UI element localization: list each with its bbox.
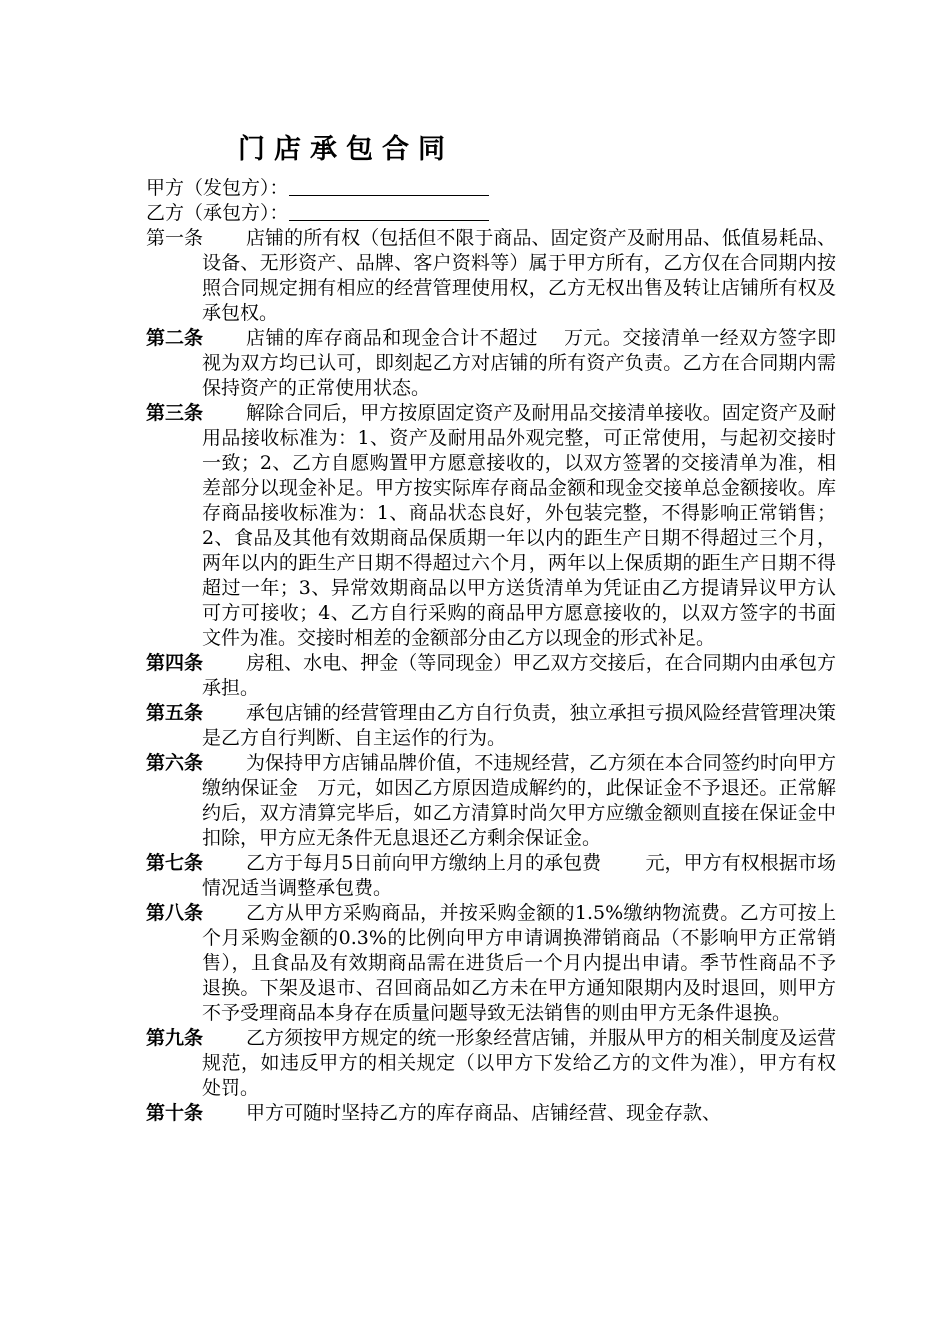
article-number: 第六条 — [146, 752, 204, 774]
article-number: 第八条 — [146, 902, 204, 924]
article-3 — [146, 401, 836, 651]
party-a-line — [146, 176, 489, 200]
article-number: 第一条 — [146, 227, 204, 249]
article-8 — [146, 901, 836, 1026]
articles-list — [146, 226, 836, 1126]
article-number: 第九条 — [146, 1027, 204, 1049]
contract-title: 门店承包合同 — [238, 134, 454, 165]
party-b-line — [146, 201, 489, 225]
article-number: 第十条 — [146, 1102, 204, 1124]
article-number: 第五条 — [146, 702, 204, 724]
article-text: 承包店铺的经营管理由乙方自行负责，独立承担亏损风险经营管理决策是乙方自行判断、自主运作的行为。 — [202, 702, 836, 749]
article-text: 店铺的所有权（包括但不限于商品、固定资产及耐用品、低值易耗品、设备、无形资产、品牌、客户资料等）属于甲方所有，乙方仅在合同期内按照合同规定拥有相应的经营管理使用权，乙方无权出售及转让店铺所有权及承包权。 — [202, 227, 836, 324]
article-1 — [146, 226, 836, 326]
article-6 — [146, 751, 836, 851]
article-text: 乙方于每月5日前向甲方缴纳上月的承包费 元，甲方有权根据市场情况适当调整承包费。 — [202, 852, 836, 899]
article-text: 乙方从甲方采购商品，并按采购金额的1.5%缴纳物流费。乙方可按上个月采购金额的0.3%的比例向甲方申请调换滞销商品（不影响甲方正常销售），且食品及有效期商品需在进货后一个月内提出申请。季节性商品不予退换。下架及退市、召回商品如乙方未在甲方通知限期内及时退回，则甲方不予受理商品本身存在质量问题导致无法销售的则由甲方无条件退换。 — [202, 902, 836, 1024]
article-text: 解除合同后，甲方按原固定资产及耐用品交接清单接收。固定资产及耐用品接收标准为：1、资产及耐用品外观完整，可正常使用，与起初交接时一致；2、乙方自愿购置甲方愿意接收的，以双方签署的交接清单为准，相差部分以现金补足。甲方按实际库存商品金额和现金交接单总金额接收。库存商品接收标准为：1、商品状态良好，外包装完整，不得影响正常销售；2、食品及其他有效期商品保质期一年以内的距生产日期不得超过三个月，两年以内的距生产日期不得超过六个月，两年以上保质期的距生产日期不得超过一年；3、异常效期商品以甲方送货清单为凭证由乙方提请异议甲方认可方可接收；4、乙方自行采购的商品甲方愿意接收的，以双方签字的书面文件为准。交接时相差的金额部分由乙方以现金的形式补足。 — [202, 402, 836, 649]
party-b-label: 乙方（承包方）： — [146, 202, 289, 224]
article-text: 房租、水电、押金（等同现金）甲乙双方交接后，在合同期内由承包方承担。 — [202, 652, 836, 699]
article-5 — [146, 701, 836, 751]
article-number: 第二条 — [146, 327, 204, 349]
article-4 — [146, 651, 836, 701]
article-text: 为保持甲方店铺品牌价值，不违规经营，乙方须在本合同签约时向甲方缴纳保证金 万元，如因乙方原因造成解约的，此保证金不予退还。正常解约后，双方清算完毕后，如乙方清算时尚欠甲方应缴金额则直接在保证金中扣除，甲方应无条件无息退还乙方剩余保证金。 — [202, 752, 836, 849]
article-number: 第三条 — [146, 402, 204, 424]
article-text: 乙方须按甲方规定的统一形象经营店铺，并服从甲方的相关制度及运营规范，如违反甲方的相关规定（以甲方下发给乙方的文件为准），甲方有权处罚。 — [202, 1027, 836, 1099]
party-a-label: 甲方（发包方）： — [146, 177, 289, 199]
party-a-blank — [289, 176, 489, 196]
article-text: 店铺的库存商品和现金合计不超过 万元。交接清单一经双方签字即视为双方均已认可，即刻起乙方对店铺的所有资产负责。乙方在合同期内需保持资产的正常使用状态。 — [202, 327, 836, 399]
article-number: 第四条 — [146, 652, 204, 674]
article-10 — [146, 1101, 836, 1126]
article-2 — [146, 326, 836, 401]
article-7 — [146, 851, 836, 901]
article-9 — [146, 1026, 836, 1101]
article-text: 甲方可随时坚持乙方的库存商品、店铺经营、现金存款、 — [246, 1102, 722, 1124]
party-b-blank — [289, 201, 489, 221]
article-number: 第七条 — [146, 852, 204, 874]
